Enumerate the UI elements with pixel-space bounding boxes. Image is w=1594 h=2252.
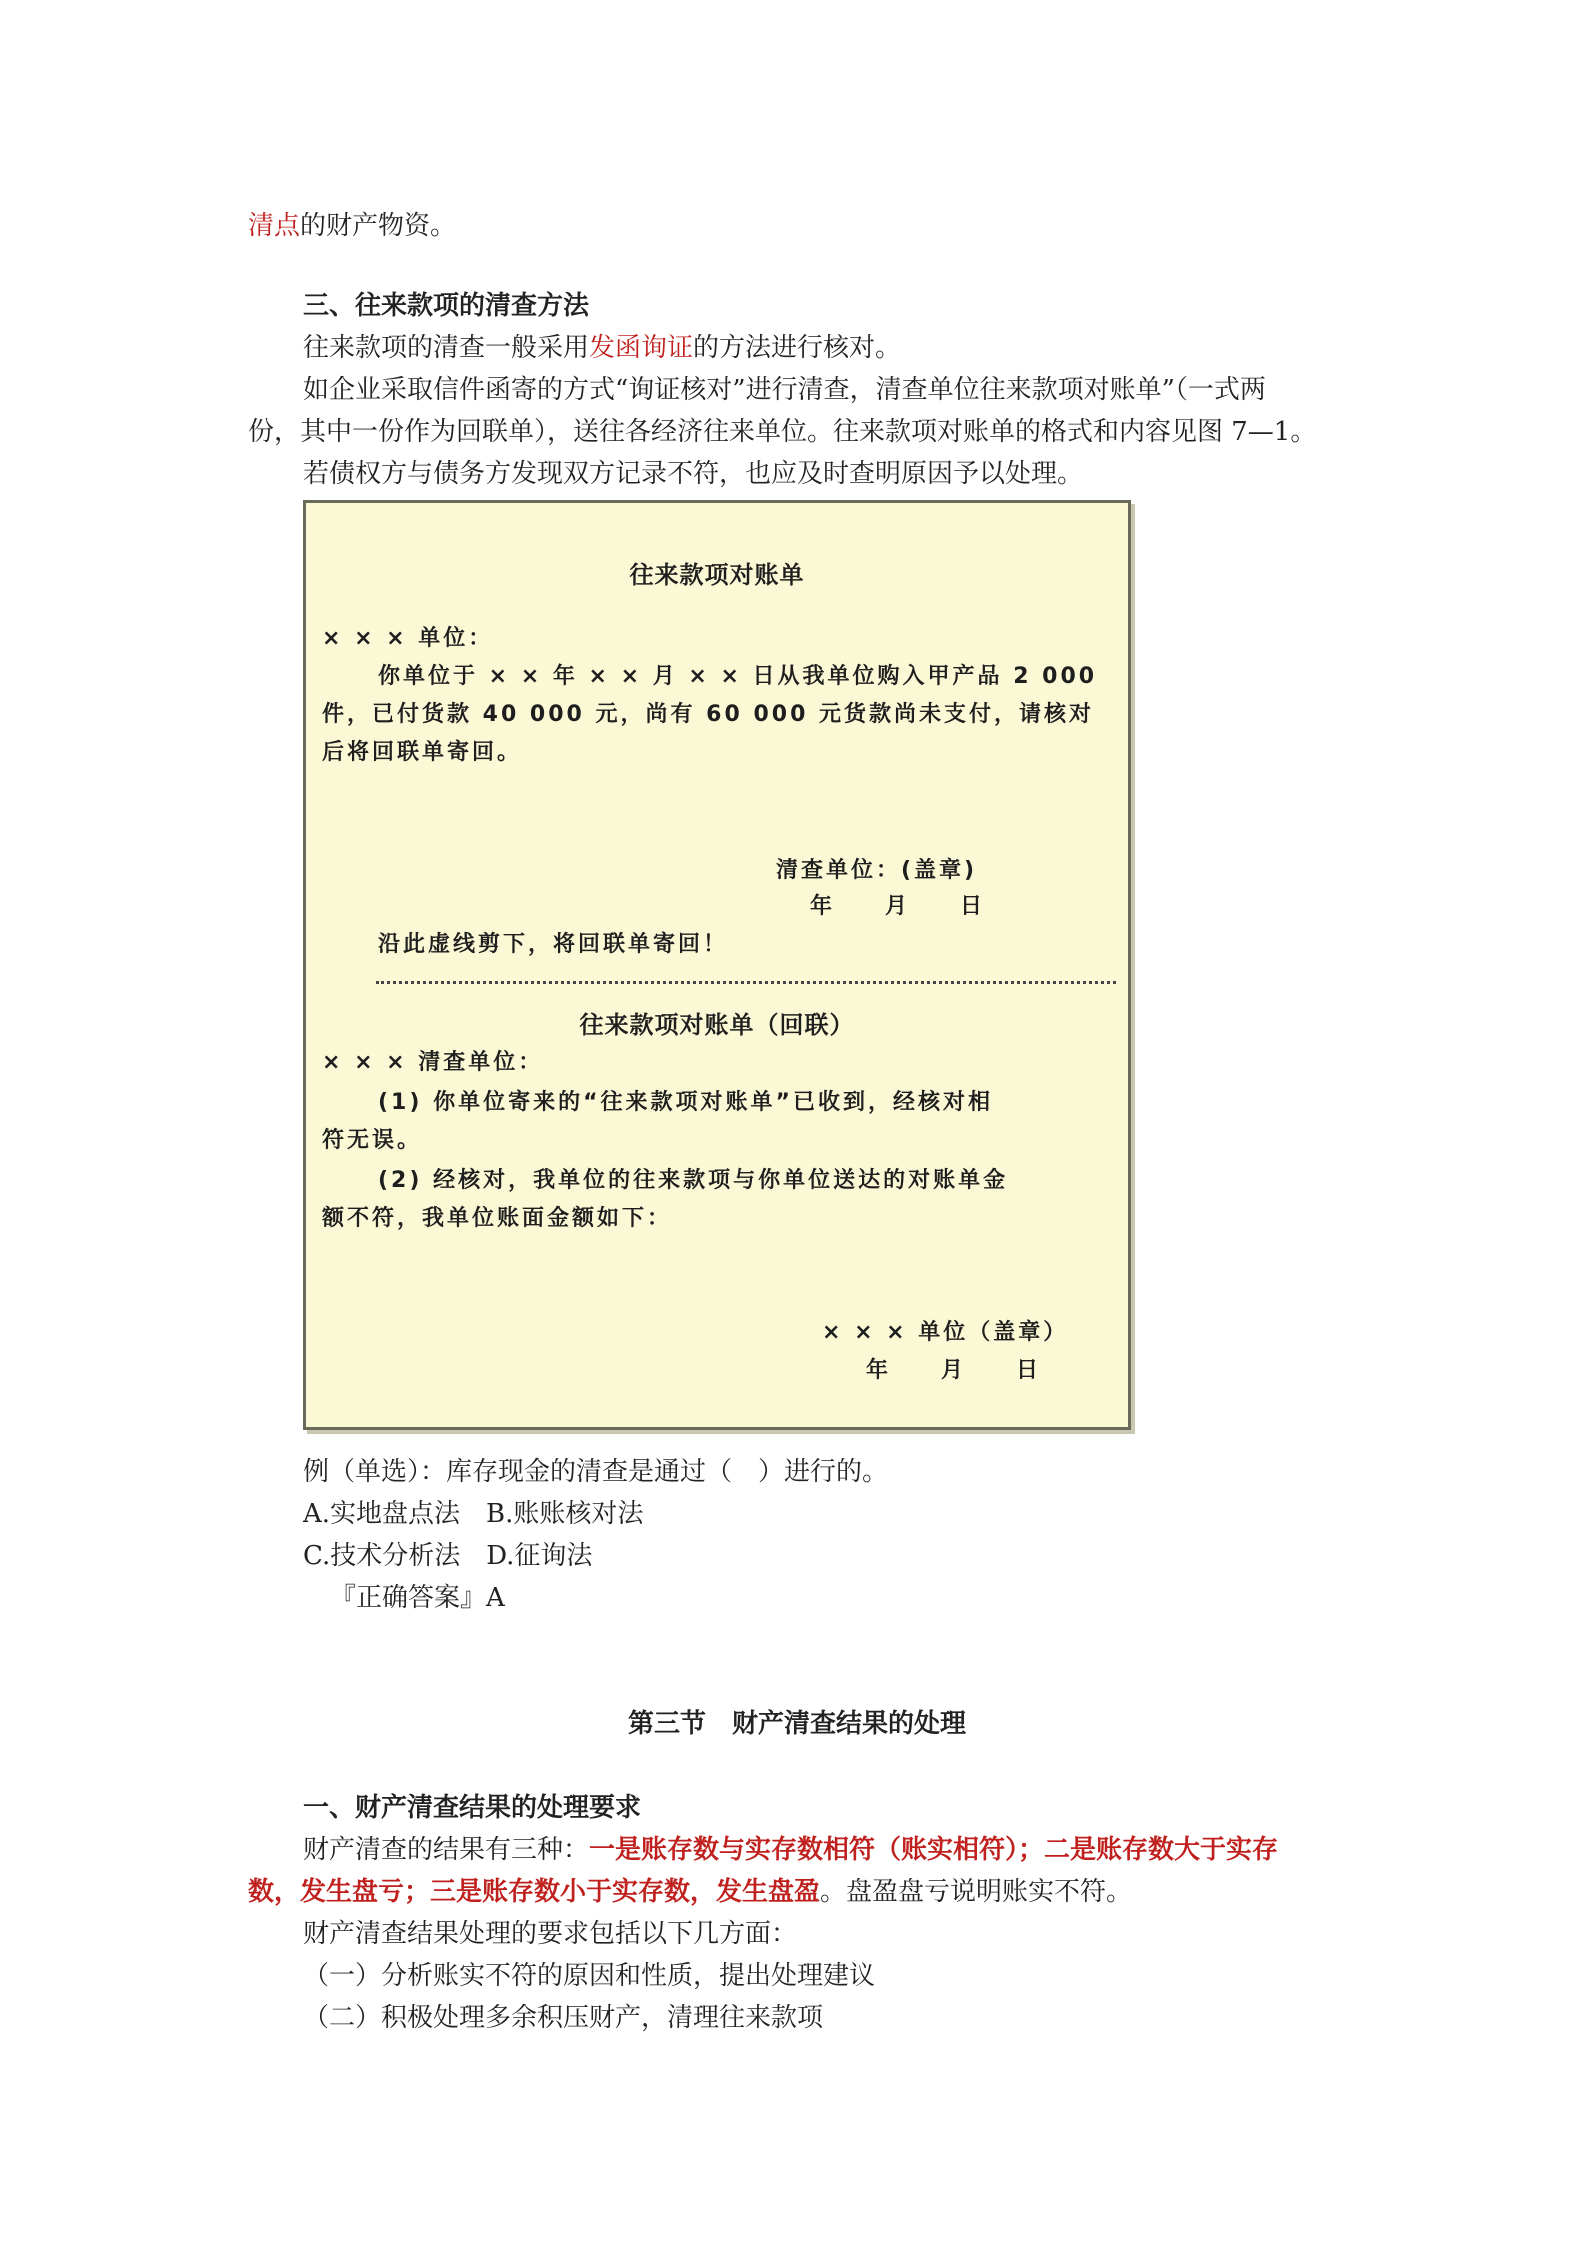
form-cut-note: 沿此虚线剪下，将回联单寄回！ xyxy=(378,932,729,957)
list-item: （二）积极处理多余积压财产，清理往来款项 xyxy=(303,2003,824,2033)
reply-item-line: 额不符，我单位账面金额如下： xyxy=(322,1206,673,1231)
form-body-line: 件，已付货款 40 000 元，尚有 60 000 元货款尚未支付，请核对 xyxy=(322,702,1095,727)
reply-item-line: (1) 你单位寄来的“往来款项对账单”已收到，经核对相 xyxy=(378,1090,993,1115)
paragraph: 往来款项的清查一般采用发函询证的方法进行核对。 xyxy=(303,333,902,363)
highlight-term: 清点 xyxy=(248,211,301,241)
paragraph: 财产清查的结果有三种：一是账存数与实存数相符（账实相符）；二是账存数大于实存 xyxy=(303,1835,1279,1865)
form-body-line: 后将回联单寄回。 xyxy=(322,740,523,765)
example-options: A.实地盘点法 B.账账核对法 xyxy=(303,1499,644,1529)
reply-item-line: 符无误。 xyxy=(322,1128,423,1153)
paragraph-line: 如企业采取信件函寄的方式“询证核对”进行清查，清查单位往来款项对账单”（一式两 xyxy=(303,375,1266,405)
highlight-term: 数，发生盘亏；三是账存数小于实存数，发生盘盈 xyxy=(248,1877,821,1907)
section-heading: 一、财产清查结果的处理要求 xyxy=(303,1793,642,1823)
top-line: 清点的财产物资。 xyxy=(248,211,457,241)
reply-sign-unit: × × × 单位（盖章） xyxy=(822,1320,1069,1345)
highlight-term: 发函询证 xyxy=(589,333,694,363)
paragraph: 财产清查结果处理的要求包括以下几方面： xyxy=(303,1919,798,1949)
highlight-term: 一是账存数与实存数相符（账实相符）；二是账存数大于实存 xyxy=(589,1835,1279,1865)
form-body-line: 你单位于 × × 年 × × 月 × × 日从我单位购入甲产品 2 000 xyxy=(378,664,1098,689)
form-sign-date: 年 月 日 xyxy=(810,894,986,919)
list-item: （一）分析账实不符的原因和性质，提出处理建议 xyxy=(303,1961,876,1991)
statement-form-figure xyxy=(303,500,1131,1430)
section-title: 第三节 财产清查结果的处理 xyxy=(627,1709,966,1739)
form-title: 往来款项对账单 xyxy=(629,561,805,589)
reply-title: 往来款项对账单（回联） xyxy=(579,1011,855,1039)
example-answer: 『正确答案』A xyxy=(330,1583,505,1613)
reply-recipient: × × × 清查单位： xyxy=(322,1050,544,1075)
paragraph-line: 份，其中一份作为回联单），送往各经济往来单位。往来款项对账单的格式和内容见图 7—1。 xyxy=(248,417,1317,447)
example-options: C.技术分析法 D.征询法 xyxy=(303,1541,593,1571)
reply-sign-date: 年 月 日 xyxy=(866,1358,1042,1383)
section-heading: 三、往来款项的清查方法 xyxy=(303,291,590,321)
paragraph-line: 数，发生盘亏；三是账存数小于实存数，发生盘盈。盘盈盘亏说明账实不符。 xyxy=(248,1877,1133,1907)
form-sign-unit: 清查单位：(盖章) xyxy=(776,858,978,883)
example-question: 例（单选）：库存现金的清查是通过（ ）进行的。 xyxy=(303,1457,889,1487)
paragraph: 若债权方与债务方发现双方记录不符，也应及时查明原因予以处理。 xyxy=(303,459,1084,489)
form-recipient: × × × 单位： xyxy=(322,626,494,651)
reply-item-line: (2) 经核对，我单位的往来款项与你单位送达的对账单金 xyxy=(378,1168,1009,1193)
cut-dotted-line xyxy=(376,981,1116,984)
